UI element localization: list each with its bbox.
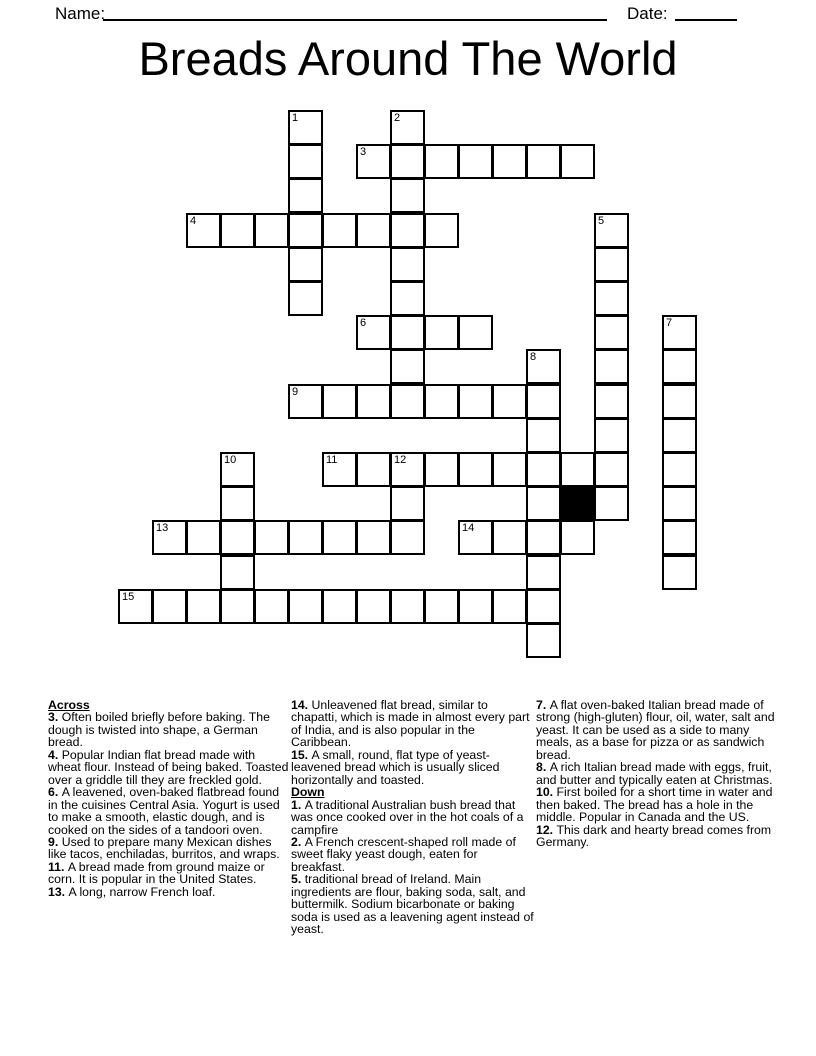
cell-number: 6 <box>360 317 367 329</box>
grid-cell[interactable] <box>220 213 255 248</box>
grid-cell[interactable] <box>390 384 425 419</box>
grid-cell[interactable] <box>594 349 629 384</box>
grid-cell[interactable] <box>254 520 289 555</box>
clue-across-13: 13. A long, narrow French loaf. <box>48 884 216 899</box>
grid-cell[interactable] <box>594 213 629 248</box>
grid-cell[interactable] <box>288 384 323 419</box>
grid-cell[interactable] <box>390 315 425 350</box>
down-section-header: Down <box>291 785 325 800</box>
grid-cell[interactable] <box>390 247 425 282</box>
grid-cell[interactable] <box>492 384 527 419</box>
grid-cell[interactable] <box>492 452 527 487</box>
cell-number: 11 <box>326 454 338 466</box>
grid-cell[interactable] <box>526 555 561 590</box>
grid-cell[interactable] <box>662 384 697 419</box>
grid-cell[interactable] <box>526 144 561 179</box>
grid-cell[interactable] <box>390 349 425 384</box>
grid-cell[interactable] <box>662 520 697 555</box>
grid-cell[interactable] <box>186 589 221 624</box>
cell-number: 5 <box>598 215 605 227</box>
clue-down-12: 12. This dark and hearty bread comes from Germany. <box>536 822 772 849</box>
grid-cell[interactable] <box>526 486 561 521</box>
grid-cell[interactable] <box>594 281 629 316</box>
clue-across-3: 3. Often boiled briefly before baking. The dough is twisted into shape, a German bread. <box>48 710 270 750</box>
grid-cell[interactable] <box>458 315 493 350</box>
puzzle-title: Breads Around The World <box>138 32 678 85</box>
grid-cell[interactable] <box>220 520 255 555</box>
grid-cell[interactable] <box>356 213 391 248</box>
cell-number: 12 <box>394 454 407 466</box>
clue-across-9: 9. Used to prepare many Mexican dishes like tacos, enchiladas, burritos, and wraps. <box>48 834 280 862</box>
grid-cell[interactable] <box>458 144 493 179</box>
grid-cell[interactable] <box>492 589 527 624</box>
clue-down-2: 2. A French crescent-shaped roll made of sweet flaky yeast dough, eaten for breakfast. <box>291 834 516 874</box>
clue-across-11: 11. A bread made from ground maize or corn. It is popular in the United States. <box>48 859 265 887</box>
grid-cell[interactable] <box>594 384 629 419</box>
grid-cell[interactable] <box>594 486 629 521</box>
grid-cell[interactable] <box>526 623 561 658</box>
grid-cell[interactable] <box>186 213 221 248</box>
grid-cell[interactable] <box>322 384 357 419</box>
grid-cell[interactable] <box>288 213 323 248</box>
grid-cell[interactable] <box>118 589 153 624</box>
clue-across-4: 4. Popular Indian flat bread made with wheat flour. Instead of being baked. Toasted over a griddle till they are freckled gold. <box>48 747 289 787</box>
grid-cell[interactable] <box>356 520 391 555</box>
clue-across-14: 14. Unleavened flat bread, similar to chapatti, which is made in almost every part of India, and is also popular in the Caribbean. <box>291 698 530 750</box>
grid-cell[interactable] <box>526 589 561 624</box>
grid-cell[interactable] <box>526 418 561 453</box>
cell-number: 8 <box>530 351 537 363</box>
cell-number: 9 <box>292 386 299 398</box>
clue-across-15: 15. A small, round, flat type of yeast-leavened bread which is usually sliced horizontally and toasted. <box>291 747 500 787</box>
grid-cell[interactable] <box>594 247 629 282</box>
grid-cell[interactable] <box>356 144 391 179</box>
cell-number: 7 <box>666 317 673 329</box>
grid-cell[interactable] <box>526 349 561 384</box>
grid-cell[interactable] <box>594 418 629 453</box>
grid-cell[interactable] <box>356 315 391 350</box>
grid-cell[interactable] <box>254 589 289 624</box>
grid-cell[interactable] <box>220 452 255 487</box>
grid-cell[interactable] <box>526 452 561 487</box>
grid-cell[interactable] <box>254 213 289 248</box>
clue-down-7: 7. A flat oven-baked Italian bread made of strong (high-gluten) flour, oil, water, salt and yeast. It can be used as a side to many meals, as a base for pizza or as sandwich bread. <box>536 698 775 762</box>
grid-cell[interactable] <box>390 213 425 248</box>
clue-column-2 <box>291 699 534 936</box>
grid-cell[interactable] <box>356 452 391 487</box>
grid-cell[interactable] <box>492 520 527 555</box>
grid-cell[interactable] <box>356 384 391 419</box>
grid-cell[interactable] <box>356 589 391 624</box>
grid-cell[interactable] <box>390 144 425 179</box>
clue-column-3 <box>536 699 779 848</box>
grid-cell[interactable] <box>526 520 561 555</box>
clue-down-10: 10. First boiled for a short time in water and then baked. The bread has a hole in the middle. Popular in Canada and the US. <box>536 785 773 825</box>
date-label: Date: <box>627 4 668 23</box>
cell-number: 2 <box>394 112 401 124</box>
grid-cell[interactable] <box>560 520 595 555</box>
grid-cell[interactable] <box>288 110 323 145</box>
grid-cell[interactable] <box>560 144 595 179</box>
grid-cell[interactable] <box>424 315 459 350</box>
grid-cell[interactable] <box>560 452 595 487</box>
across-section-header: Across <box>48 698 90 712</box>
cell-number: 1 <box>292 112 299 124</box>
grid-cell[interactable] <box>390 452 425 487</box>
grid-cell[interactable] <box>662 486 697 521</box>
grid-cell[interactable] <box>220 486 255 521</box>
clue-column-1 <box>48 699 291 898</box>
grid-cell[interactable] <box>322 452 357 487</box>
grid-cell[interactable] <box>390 178 425 213</box>
grid-cell[interactable] <box>526 384 561 419</box>
cell-number: 10 <box>224 454 237 466</box>
grid-cell[interactable] <box>424 144 459 179</box>
clue-down-8: 8. A rich Italian bread made with eggs, fruit, and butter and typically eaten at Christmas. <box>536 760 773 787</box>
grid-cell[interactable] <box>594 315 629 350</box>
cell-number: 13 <box>156 522 169 534</box>
grid-cell[interactable] <box>322 520 357 555</box>
grid-cell[interactable] <box>186 520 221 555</box>
grid-cell[interactable] <box>288 520 323 555</box>
grid-cell[interactable] <box>220 555 255 590</box>
grid-cell[interactable] <box>662 418 697 453</box>
grid-cell[interactable] <box>492 144 527 179</box>
grid-cell[interactable] <box>390 281 425 316</box>
grid-cell[interactable] <box>424 384 459 419</box>
grid-cell[interactable] <box>424 213 459 248</box>
grid-cell[interactable] <box>424 452 459 487</box>
grid-cell[interactable] <box>322 589 357 624</box>
clue-down-5: 5. traditional bread of Ireland. Main ingredients are flour, baking soda, salt, and buttermilk. Sodium bicarbonate or baking soda is used as a leavening agent instead of yeast. <box>291 872 534 937</box>
grid-cell[interactable] <box>322 213 357 248</box>
cell-number: 4 <box>190 215 197 227</box>
grid-cell[interactable] <box>458 384 493 419</box>
grid-cell[interactable] <box>152 589 187 624</box>
grid-cell[interactable] <box>458 520 493 555</box>
grid-cell[interactable] <box>662 452 697 487</box>
grid-cell[interactable] <box>390 486 425 521</box>
grid-cell[interactable] <box>662 555 697 590</box>
grid-cell[interactable] <box>288 144 323 179</box>
black-cell <box>560 486 595 521</box>
grid-cell[interactable] <box>458 589 493 624</box>
cell-number: 3 <box>360 146 367 158</box>
grid-cell[interactable] <box>288 281 323 316</box>
grid-cell[interactable] <box>662 349 697 384</box>
grid-cell[interactable] <box>288 247 323 282</box>
grid-cell[interactable] <box>594 452 629 487</box>
cell-number: 15 <box>122 591 135 603</box>
grid-cell[interactable] <box>390 520 425 555</box>
grid-cell[interactable] <box>390 589 425 624</box>
grid-cell[interactable] <box>288 589 323 624</box>
grid-cell[interactable] <box>288 178 323 213</box>
grid-cell[interactable] <box>152 520 187 555</box>
grid-cell[interactable] <box>424 589 459 624</box>
grid-cell[interactable] <box>662 315 697 350</box>
grid-cell[interactable] <box>390 110 425 145</box>
clue-across-6: 6. A leavened, oven-baked flatbread found in the cuisines Central Asia. Yogurt is used to make a smooth, elastic dough, and is cooked on the sides of a tandoori oven. <box>48 785 280 837</box>
cell-number: 14 <box>462 522 475 534</box>
grid-cell[interactable] <box>220 589 255 624</box>
name-label: Name: <box>55 4 106 23</box>
grid-cell[interactable] <box>458 452 493 487</box>
clue-down-1: 1. A traditional Australian bush bread that was once cooked over in the hot coals of a campfire <box>291 797 524 837</box>
